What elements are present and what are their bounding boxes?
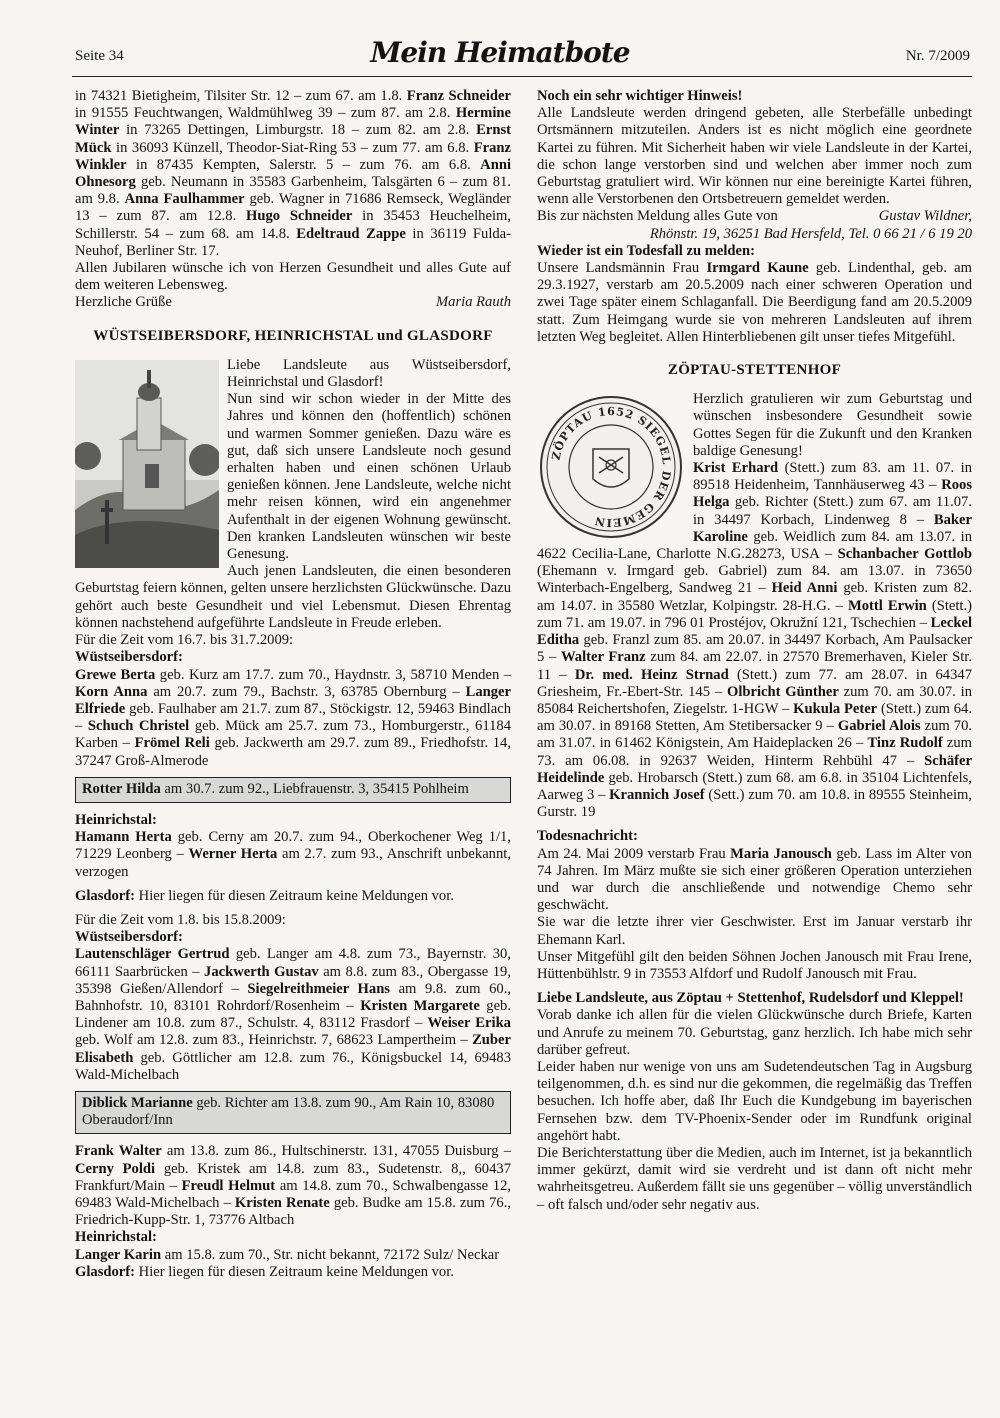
- section-title: ZÖPTAU-STETTENHOF: [667, 362, 842, 379]
- paragraph: Hamann Herta geb. Cerny am 20.7. zum 94., Oberkochener Weg 1/1, 71229 Leonberg – Werner Herta am 2.7. zum 93., Anschrift unbekannt, verzogen: [75, 829, 511, 880]
- paragraph: Lautenschläger Gertrud geb. Langer am 4.8. zum 73., Bayernstr. 30, 66111 Saarbrücken – Jackwerth Gustav am 8.8. zum 83., Obergasse 19, 35398 Gießen/Allendorf – Siegelreithmeier Hans am 9.8. zum 60., Bahnhofstr. 10, 83101 Rohrdorf/Rosenheim – Kristen Margarete geb. Lindener am 10.8. zum 87., Schulstr. 4, 83112 Frasdorf – Weiser Erika geb. Wolf am 12.8. zum 83., Heinrichstr. 7, 68623 Lampertheim – Zuber Elisabeth geb. Göttlicher am 12.8. zum 76., Königsbuckel 14, 69483 Wald-Michelbach: [75, 946, 511, 1083]
- signature-line: [537, 208, 972, 225]
- paragraph: Allen Jubilaren wünsche ich von Herzen Gesundheit und alles Gute auf dem weiteren Lebensweg.: [75, 260, 511, 294]
- period-heading: Für die Zeit vom 16.7. bis 31.7.2009:: [75, 632, 294, 649]
- letter-title: Liebe Landsleute, aus Zöptau + Stettenhof, Rudelsdorf und Kleppel!: [537, 990, 964, 1007]
- author-address: Rhönstr. 19, 36251 Bad Hersfeld, Tel. 0 66 21 / 6 19 20: [649, 225, 972, 242]
- greeting: Herzliche Grüße: [75, 294, 172, 311]
- paragraph: Glasdorf: Hier liegen für diesen Zeitraum keine Meldungen vor.: [75, 887, 454, 904]
- paragraph: Auch jenen Landsleuten, die einen besonderen Geburtstag feiern können, gelten unsere herzlichsten Glückwünsche. Dazu gehört auch beste Gesundheit und viel Lebensmut. Diesen Ehrentag können nachstehend aufgeführte Landsleute in Freude erleben.: [75, 563, 511, 631]
- town-seal-image: [537, 393, 685, 541]
- paragraph: Grewe Berta geb. Kurz am 17.7. zum 70., Haydnstr. 3, 58710 Menden – Korn Anna am 20.7. zum 79., Bachstr. 3, 63785 Obernburg – Langer Elfriede geb. Faulhaber am 21.7. zum 87., Stöckigstr. 12, 59463 Bindlach – Schuch Christel geb. Mück am 25.7. zum 73., Homburgerstr., 61184 Karben – Frömel Reli geb. Jackwerth am 29.7. zum 89., Friedhofstr. 14, 37247 Groß-Almerode: [75, 666, 512, 769]
- paragraph: Leider haben nur wenige von uns am Sudetendeutschen Tag in Augsburg teilgenommen, d.h. es sind nur die gekommen, die regelmäßig das Treffen besuchen. Ich hoffe aber, daß Ihr Euch die Kundgebung im bayerischen Fernsehen bzw. dem TV-Phoenix-Sender oder im Rundfunk original angehört habt.: [537, 1058, 972, 1144]
- period-heading: Für die Zeit vom 1.8. bis 15.8.2009:: [75, 911, 286, 928]
- paragraph: Glasdorf: Hier liegen für diesen Zeitraum keine Meldungen vor.: [75, 1263, 454, 1280]
- right-column: [537, 88, 972, 1214]
- death-title: Wieder ist ein Todesfall zu melden:: [537, 242, 755, 259]
- section-title: WÜSTSEIBERSDORF, HEINRICHSTAL und GLASDORF: [93, 327, 493, 344]
- author-name: Maria Rauth: [436, 294, 511, 311]
- page-number: Seite 34: [75, 48, 124, 64]
- left-column: [75, 88, 511, 1281]
- subheading-wuestseibersdorf: Wüstseibersdorf:: [75, 929, 183, 946]
- subheading-heinrichstal: Heinrichstal:: [75, 811, 157, 828]
- subheading-heinrichstal: Heinrichstal:: [75, 1229, 157, 1246]
- author-name: Gustav Wildner,: [878, 208, 972, 225]
- paragraph: in 74321 Bietigheim, Tilsiter Str. 12 – zum 67. am 1.8. Franz Schneider in 91555 Feuchtwangen, Waldmühlweg 39 – zum 87. am 2.8. Hermine Winter in 73265 Dettingen, Limburgstr. 18 – zum 82. am 2.8. Ernst Mück in 36093 Künzell, Theodor-Siat-Ring 53 – zum 77. am 6.8. Franz Winkler in 87435 Kempten, Salerstr. 5 – zum 76. am 6.8. Anni Ohnesorg geb. Neumann in 35583 Garbenheim, Talsgärten 6 – zum 81. am 9.8. Anna Faulhammer geb. Wagner in 71686 Remseck, Wegländer 13 – zum 87. am 12.8. Hugo Schneider in 35453 Heuchelheim, Schillerstr. 54 – zum 68. am 14.8. Edeltraud Zappe in 36119 Fulda-Neuhof, Berliner Str. 17.: [75, 88, 512, 259]
- paragraph: Sie war die letzte ihrer vier Geschwister. Erst im Januar verstarb ihr Ehemann Karl.: [537, 914, 972, 948]
- highlight-box: Diblick Marianne geb. Richter am 13.8. zum 90., Am Rain 10, 83080 Oberaudorf/Inn: [75, 1091, 511, 1134]
- church-photo: [75, 360, 219, 568]
- paragraph: Am 24. Mai 2009 verstarb Frau Maria Janousch geb. Lass im Alter von 74 Jahren. Im März mußte sie sich einer größeren Operation unterziehen und war durch die anschließende und notwendige Chemo sehr geschwächt.: [537, 845, 972, 914]
- signature-line: [75, 294, 511, 311]
- paragraph: Frank Walter am 13.8. zum 86., Hultschinerstr. 131, 47055 Duisburg – Cerny Poldi geb. Kristek am 14.8. zum 83., Sudetenstr. 8,, 60437 Frankfurt/Main – Freudl Helmut am 14.8. zum 70., Schwalbengasse 12, 69483 Wald-Michelbach – Kristen Renate geb. Budke am 15.8. zum 76., Friedrich-Kupp-Str. 1, 73776 Altbach: [75, 1143, 512, 1229]
- masthead-title: Mein Heimatbote: [370, 36, 630, 69]
- paragraph: Vorab danke ich allen für die vielen Glückwünsche durch Briefe, Karten und Anrufe zu meinem 70. Geburtstag, ganz herzlich. Ich habe mich sehr darüber gefreut.: [537, 1007, 972, 1058]
- paragraph: Liebe Landsleute aus Wüstseibersdorf, Heinrichstal und Glasdorf! Nun sind wir schon wieder in der Mitte des Jahres und können den (hoffentlich) schönen und warmen Sommer genießen. Dazu wäre es gut, daß sich unsere Landsleute noch gesund erhalten haben und einen schönen Urlaub genießen können. Jene Landsleute, welche nicht mehr reisen können, wird ein angenehmer Aufenthalt in der eigenen Wohnung gewünscht. Den kranken Landsleuten wünschen wir beste Genesung.: [227, 356, 511, 563]
- paragraph: Unsere Landsmännin Frau Irmgard Kaune geb. Lindenthal, geb. am 29.3.1927, verstarb am 20.5.2009 nach einer schweren Operation und zwei Tage später einem Schlaganfall. Die Beerdigung fand am 20.5.2009 statt. Zum Heimgang wurde sie von mehreren Landsleuten auf ihrem letzten Weg begleitet. Allen Hinterbliebenen gilt unser tiefes Mitgefühl.: [537, 260, 972, 345]
- paragraph: Langer Karin am 15.8. zum 70., Str. nicht bekannt, 72172 Sulz/ Neckar: [75, 1246, 500, 1263]
- paragraph: Alle Landsleute werden dringend gebeten, alle Sterbefälle unbedingt Ortsmännern mitzuteilen. Anders ist es nicht möglich eine geordnete Kartei zu führen. Mit Sicherheit haben wir viele Landsleute in der Kartei, die schon lange verstorben sind und welchen aber immer noch zum Geburtstag gratuliert wird. Wir können nur eine bereinigte Kartei führen, wenn alle Verstorbenen den Ortsbetreuern gemeldet werden.: [537, 105, 972, 208]
- paragraph: Herzlich gratulieren wir zum Geburtstag und wünschen insbesondere Gesundheit sowie Gottes Segen für die Zukunft und den Kranken baldige Genesung! Krist Erhard (Stett.) zum 83. am 11. 07. in 89518 Heidenheim, Tannhäuserweg 43 – Roos Helga geb. Richter (Stett.) zum 67. am 11.07. in 34497 Korbach, Lindenweg 8 – Baker Karoline geb. Weidlich zum 84. am 13.07. in 4622 Cecilia-Lane, Charlotte N.G.28273, USA – Schanbacher Gottlob (Ehemann v. Irmgard geb. Gabriel) zum 84. am 13.07. in 73650 Winterbach-Engelberg, Sandweg 21 – Heid Anni geb. Kristen zum 82. am 14.07. in 35580 Wetzlar, Kolpingstr. 28-H.G. – Mottl Erwin (Stett.) zum 71. am 19.07. in 796 01 Prostéjov, Okružní 121, Tschechien – Leckel Editha geb. Franzl zum 85. am 20.07. in 34497 Korbach, Am Paulsacker 5 – Walter Franz zum 84. am 22.07. in 27570 Bremerhaven, Kieler Str. 11 – Dr. med. Heinz Strnad (Stett.) zum 77. am 28.07. in 64347 Griesheim, Fr.-Ebert-Str. 145 – Olbricht Günther zum 70. am 30.07. in 85084 Reichertshofen, Ziegelstr. 1-HGW – Kukula Peter (Stett.) zum 64. am 30.07. in 89168 Stetten, Am Stetibersacker 9 – Gabriel Alois zum 70. am 31.07. in 61462 Königstein, Am Haideplacken 26 – Tinz Rudolf zum 73. am 06.08. in 92637 Weiden, Hinterm Rehbühl 47 – Schäfer Heidelinde geb. Hrobarsch (Stett.) zum 68. am 6.8. in 35104 Lichtenfels, Aarweg 3 – Krannich Josef (Sett.) zum 70. am 10.8. in 89555 Steinheim, Gurstr. 19: [537, 391, 973, 821]
- notice-title: Noch ein sehr wichtiger Hinweis!: [537, 88, 743, 104]
- issue-number: Nr. 7/2009: [905, 48, 970, 64]
- paragraph: Die Berichterstattung über die Medien, auch im Internet, ist ja bekanntlich immer gekürzt, damit wird sie verdreht und ist dann oft nicht mehr wahrheitsgetreu. Außerdem fällt sie uns gegenüber – völlig unverständlich – oft falsch und/oder sehr negativ aus.: [537, 1144, 972, 1213]
- sign-text: Bis zur nächsten Meldung alles Gute von: [537, 208, 778, 225]
- highlight-box: Rotter Hilda am 30.7. zum 92., Liebfrauenstr. 3, 35415 Pohlheim: [75, 777, 511, 803]
- subheading-wuestseibersdorf: Wüstseibersdorf:: [75, 649, 183, 666]
- paragraph: Unser Mitgefühl gilt den beiden Söhnen Jochen Janousch mit Frau Irene, Hüttenbühlstr. 9 in 73553 Alfdorf und Rudolf Janousch mit Frau.: [537, 948, 972, 982]
- header-rule: [72, 76, 972, 77]
- todes-title: Todesnachricht:: [537, 828, 638, 845]
- svg-text:ZÖPTAU 1652 SIEGEL DER GEMEIN: ZÖPTAU 1652 SIEGEL DER GEMEIN: [549, 405, 674, 530]
